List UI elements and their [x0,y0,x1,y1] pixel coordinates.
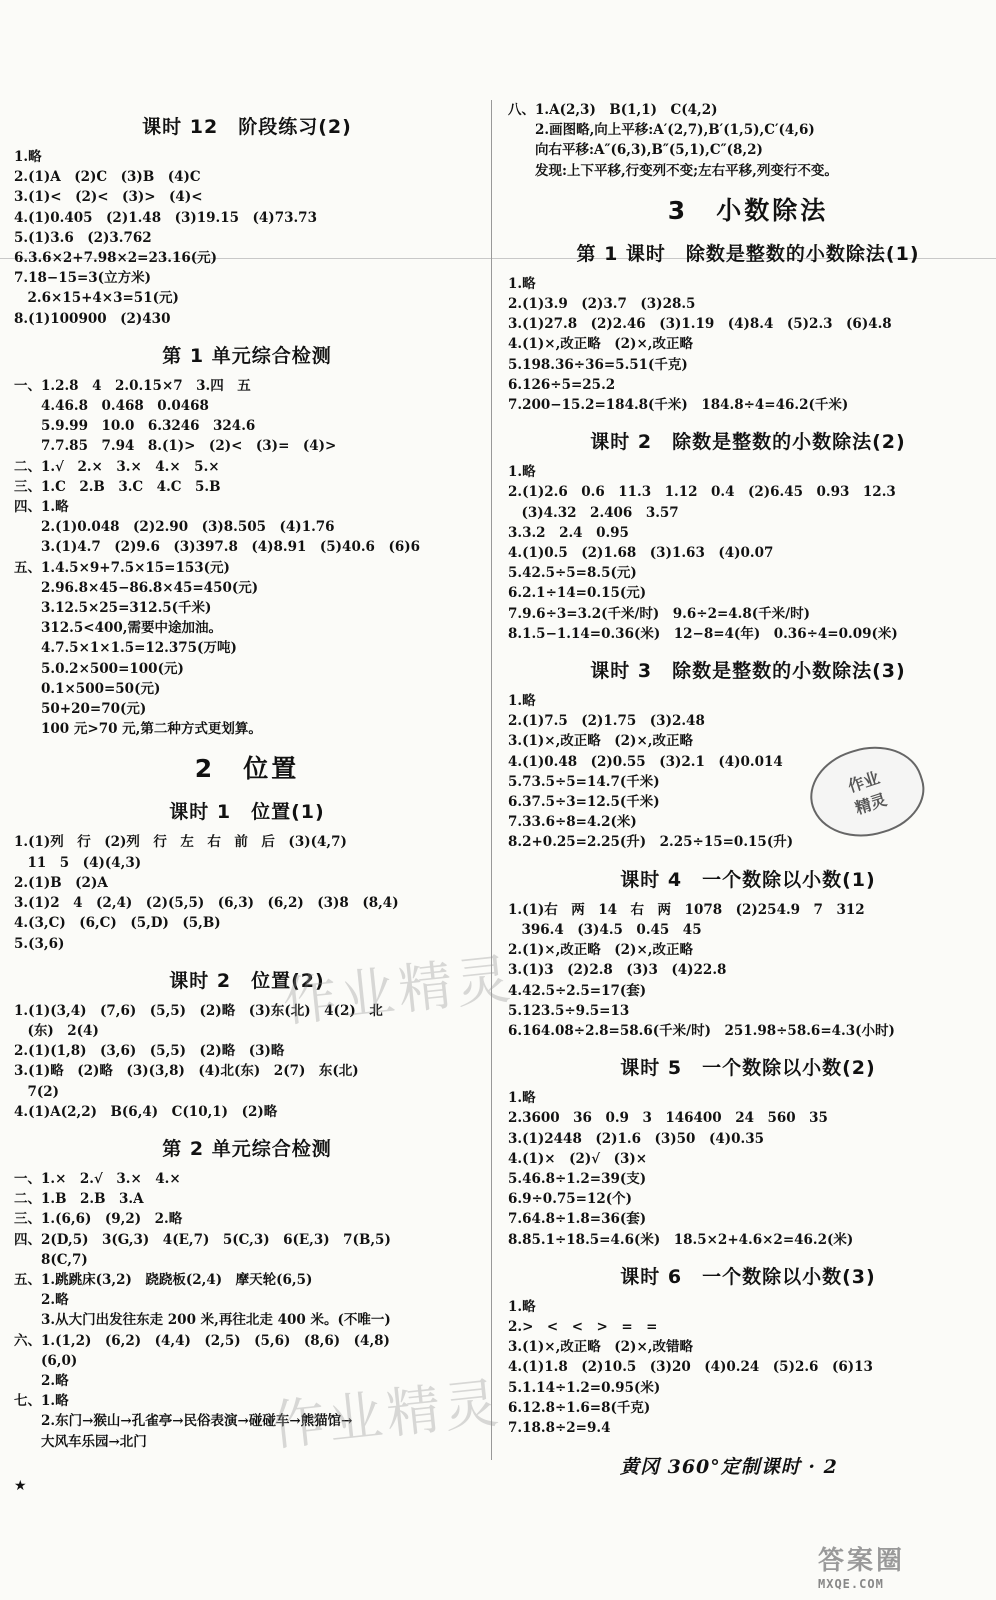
answer-line: 6.2.1÷14=0.15(元) [508,585,647,602]
section-title: 课时 6 一个数除以小数(3) [620,1265,876,1288]
corner-logo-big: 答案圈 [818,1546,906,1576]
answer-line: 2.东门→猴山→孔雀亭→民俗表演→碰碰车→熊猫馆→ [14,1413,353,1430]
answer-line: 2.(1)0.048 (2)2.90 (3)8.505 (4)1.76 [14,519,335,536]
section [14,112,480,329]
section-title: 第 1 单元综合检测 [162,344,332,367]
answer-line: 8.1.5−1.14=0.36(米) 12−8=4(年) 0.36÷4=0.09(米) [508,625,898,642]
answer-line: 三、1.C 2.B 3.C 4.C 5.B [14,478,221,495]
answer-line: 四、2(D,5) 3(G,3) 4(E,7) 5(C,3) 6(E,3) 7(B,5) [14,1231,391,1248]
answer-line: 4.42.5÷2.5=17(套) [508,982,647,999]
answer-line: 6.9÷0.75=12(个) [508,1191,633,1208]
answer-line: 2.(1)B (2)A [14,874,108,891]
left-column [14,100,480,1452]
watermark: 作业精灵 [267,1371,506,1458]
section [14,341,480,740]
answer-line: 2.(1)A (2)C (3)B (4)C [14,169,201,186]
chapter-title: 3 小数除法 [667,195,829,225]
answer-line: 100 元>70 元,第二种方式更划算。 [14,721,262,738]
section [508,239,988,415]
answer-line: 1.略 [508,1298,536,1315]
section-title: 课时 2 除数是整数的小数除法(2) [590,431,906,454]
corner-logo [818,1540,905,1591]
answer-line: 3.(1)< (2)< (3)> (4)< [14,189,203,206]
answer-line: 4.(1)0.405 (2)1.48 (3)19.15 (4)73.73 [14,209,317,226]
section-title: 课时 1 位置(1) [169,801,325,824]
answer-line: 2.略 [14,1292,69,1309]
answer-line: 2.> < < > = = [508,1318,658,1335]
section [508,1053,988,1250]
answer-line: 312.5<400,需要中途加油。 [14,620,222,637]
answer-line: 1.(1)列 行 (2)列 行 左 右 前 后 (3)(4,7) [14,834,347,851]
answer-line: 2.(1)(1,8) (3,6) (5,5) (2)略 (3)略 [14,1043,285,1060]
answer-line: 5.1.14÷1.2=0.95(米) [508,1379,661,1396]
answer-line: 5.42.5÷5=8.5(元) [508,565,637,582]
answer-line: 2.6×15+4×3=51(元) [14,290,179,307]
answer-line: 6.12.8÷1.6=8(千克) [508,1399,651,1416]
star-icon: ★ [14,1478,27,1494]
answer-line: 4.(1)0.5 (2)1.68 (3)1.63 (4)0.07 [508,545,774,562]
answer-line: 1.略 [508,275,536,292]
answer-line: 5.198.36÷36=5.51(千克) [508,356,688,373]
answer-line: 五、1.4.5×9+7.5×15=153(元) [14,559,230,576]
answer-line: 3.(1)27.8 (2)2.46 (3)1.19 (4)8.4 (5)2.3 (6)4.8 [508,316,892,333]
answer-line: 7.64.8÷1.8=36(套) [508,1211,647,1228]
section [508,1262,988,1438]
section [14,749,480,785]
answer-line: 四、1.略 [14,499,69,516]
answer-line: 1.略 [508,693,536,710]
answer-line: 2.(1)2.6 0.6 11.3 1.12 0.4 (2)6.45 0.93 12.3 [508,484,896,501]
answer-line: 2.(1)7.5 (2)1.75 (3)2.48 [508,713,705,730]
answer-line: 7.18−15=3(立方米) [14,270,151,287]
answer-line: 2.(1)3.9 (2)3.7 (3)28.5 [508,296,696,313]
answer-line: (3)4.32 2.406 3.57 [508,504,679,521]
answer-line: 3.12.5×25=312.5(千米) [14,600,212,617]
answer-line: 1.(1)(3,4) (7,6) (5,5) (2)略 (3)东(北) 4(2) 北 [14,1002,383,1019]
answer-line: 3.(1)×,改正略 (2)×,改错略 [508,1339,693,1356]
answer-line: 二、1.√ 2.× 3.× 4.× 5.× [14,458,220,475]
answer-line: 8(C,7) [14,1251,88,1268]
answer-line: (6,0) [14,1352,78,1369]
answer-line: 3.(1)2448 (2)1.6 (3)50 (4)0.35 [508,1130,764,1147]
answer-line: 2.(1)×,改正略 (2)×,改正略 [508,942,693,959]
answer-line: 三、1.(6,6) (9,2) 2.略 [14,1211,183,1228]
answer-line: 大风车乐园→北门 [14,1433,147,1450]
answer-line: 7(2) [14,1083,60,1100]
answer-line: 1.略 [508,464,536,481]
answer-line: 4.(1)×,改正略 (2)×,改正略 [508,336,693,353]
corner-logo-small: MXQE.COM [818,1577,884,1591]
answer-line: 7.33.6÷8=4.2(米) [508,814,637,831]
answer-line: 1.略 [14,149,42,165]
page-footer: 黄冈 360°定制课时 · 2 [620,1456,838,1478]
section [508,656,988,853]
answer-line: 3.(1)×,改正略 (2)×,改正略 [508,733,693,750]
section-title: 课时 3 除数是整数的小数除法(3) [590,660,906,683]
answer-line: 8.2+0.25=2.25(升) 2.25÷15=0.15(升) [508,834,794,851]
answer-line: 2.3600 36 0.9 3 146400 24 560 35 [508,1110,828,1127]
answer-line: 5.73.5÷5=14.7(千米) [508,773,660,790]
answer-line: 4.(1)1.8 (2)10.5 (3)20 (4)0.24 (5)2.6 (6)13 [508,1359,873,1376]
answer-line: 5.123.5÷9.5=13 [508,1002,630,1019]
answer-line: 8.85.1÷18.5=4.6(米) 18.5×2+4.6×2=46.2(米) [508,1231,854,1248]
answer-line: 5.46.8÷1.2=39(支) [508,1170,647,1187]
answer-line: 7.7.85 7.94 8.(1)> (2)< (3)= (4)> [14,438,337,455]
answer-line: 4.(1)× (2)√ (3)× [508,1150,648,1167]
answer-line: 1.(1)右 两 14 右 两 1078 (2)254.9 7 312 [508,901,865,918]
answer-line: 七、1.略 [14,1393,69,1410]
answer-line: 2.略 [14,1372,69,1389]
watermark: 作业精灵 [279,947,518,1034]
answer-line: 3.3.2 2.4 0.95 [508,524,629,541]
answer-line: 发现:上下平移,行变列不变;左右平移,列变行不变。 [508,162,838,179]
chapter-title: 2 位置 [194,754,300,784]
section-title: 课时 4 一个数除以小数(1) [620,868,876,891]
answer-line: 50+20=70(元) [14,701,147,718]
answer-line: 396.4 (3)4.5 0.45 45 [508,921,702,938]
answer-line: 一、1.2.8 4 2.0.15×7 3.四 五 [14,377,251,394]
section [508,100,988,181]
answer-line: 5.9.99 10.0 6.3246 324.6 [14,418,256,435]
section-title: 第 1 课时 除数是整数的小数除法(1) [576,242,920,265]
section [508,865,988,1041]
answer-line: 向右平移:A″(6,3),B″(5,1),C″(8,2) [508,142,763,159]
column-divider [491,100,492,1460]
section-title: 课时 12 阶段练习(2) [142,116,352,138]
answer-line: 2.画图略,向上平移:A′(2,7),B′(1,5),C′(4,6) [508,122,815,139]
answer-line: 二、1.B 2.B 3.A [14,1191,144,1208]
answer-line: 7.18.8÷2=9.4 [508,1419,611,1436]
section-title: 第 2 单元综合检测 [162,1137,332,1160]
answer-line: 7.9.6÷3=3.2(千米/时) 9.6÷2=4.8(千米/时) [508,605,810,622]
answer-line: 6.3.6×2+7.98×2=23.16(元) [14,250,218,267]
answer-line: 1.略 [508,1090,536,1107]
answer-line: 3.(1)3 (2)2.8 (3)3 (4)22.8 [508,962,727,979]
answer-line: 八、1.A(2,3) B(1,1) C(4,2) [508,102,718,118]
answer-line: 0.1×500=50(元) [14,680,161,697]
answer-line: 6.126÷5=25.2 [508,376,616,393]
answer-line: 3.(1)2 4 (2,4) (2)(5,5) (6,3) (6,2) (3)8 (8,4) [14,895,399,912]
answer-line: 6.164.08÷2.8=58.6(千米/时) 251.98÷58.6=4.3(小时) [508,1022,895,1039]
answer-line: 5.(1)3.6 (2)3.762 [14,229,152,246]
section-title: 课时 5 一个数除以小数(2) [620,1057,876,1080]
answer-line: 一、1.× 2.√ 3.× 4.× [14,1170,181,1187]
answer-line: 4.(3,C) (6,C) (5,D) (5,B) [14,915,221,932]
answer-line: 11 5 (4)(4,3) [14,854,142,871]
stamp-bottom: 精灵 [852,789,890,818]
answer-line: 2.96.8×45−86.8×45=450(元) [14,579,259,596]
answer-line: 4.(1)A(2,2) B(6,4) C(10,1) (2)略 [14,1103,278,1120]
answer-line: 4.7.5×1×1.5=12.375(万吨) [14,640,237,657]
answer-line: 8.(1)100900 (2)430 [14,310,171,327]
answer-line: 3.(1)略 (2)略 (3)(3,8) (4)北(东) 2(7) 东(北) [14,1063,359,1080]
answer-line: 3.从大门出发往东走 200 米,再往北走 400 米。(不唯一) [14,1312,391,1329]
answer-line: 4.(1)0.48 (2)0.55 (3)2.1 (4)0.014 [508,753,783,770]
section [14,797,480,953]
answer-line: 5.(3,6) [14,935,65,952]
stamp-top: 作业 [845,768,882,796]
answer-line: 4.46.8 0.468 0.0468 [14,398,209,415]
answer-line: (东) 2(4) [14,1022,99,1039]
section [508,191,988,227]
answer-line: 五、1.跳跳床(3,2) 跷跷板(2,4) 摩天轮(6,5) [14,1271,313,1288]
answer-line: 7.200−15.2=184.8(千米) 184.8÷4=46.2(千米) [508,397,849,414]
section-title: 课时 2 位置(2) [169,969,325,992]
answer-line: 3.(1)4.7 (2)9.6 (3)397.8 (4)8.91 (5)40.6 (6)6 [14,539,421,556]
answer-line: 6.37.5÷3=12.5(千米) [508,794,660,811]
section [508,427,988,644]
answer-line: 六、1.(1,2) (6,2) (4,4) (2,5) (5,6) (8,6) (4,8) [14,1332,390,1349]
answer-line: 5.0.2×500=100(元) [14,660,184,677]
